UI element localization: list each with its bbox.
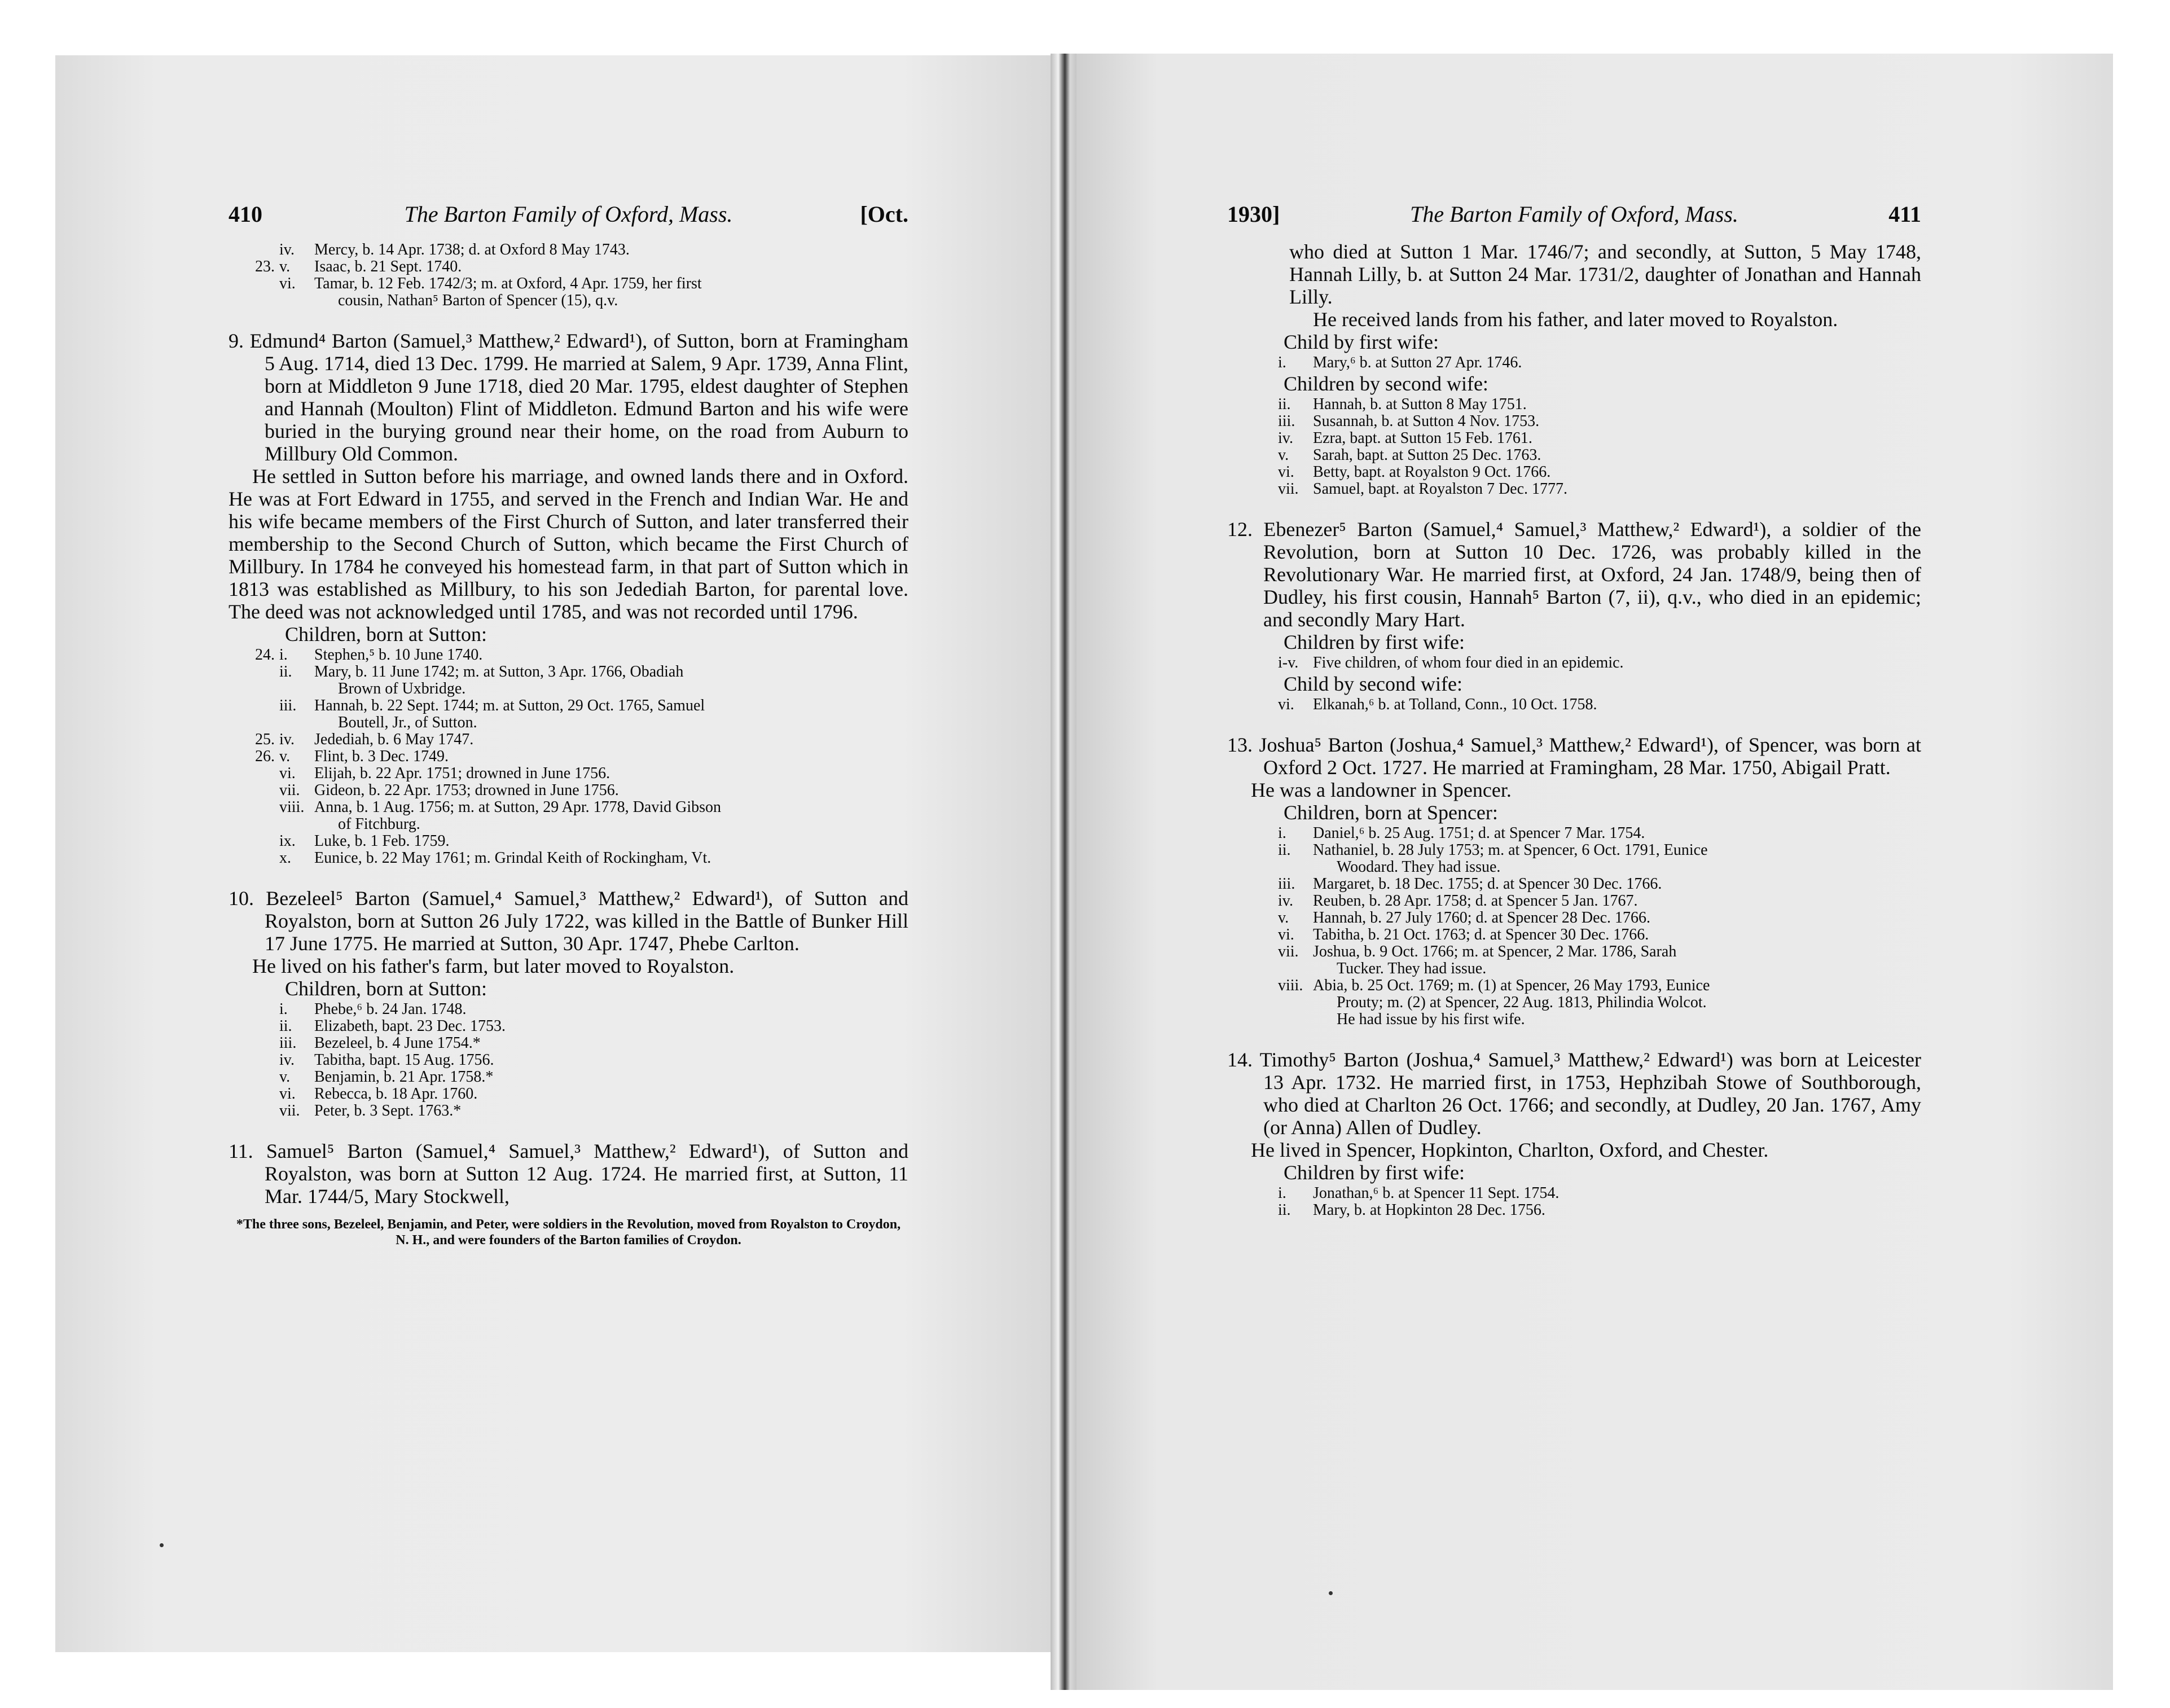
child-entry bbox=[229, 731, 908, 748]
book-spine bbox=[1051, 54, 1077, 1690]
child-entry bbox=[1227, 893, 1921, 910]
child-line: Tamar, b. 12 Feb. 1742/3; m. at Oxford, 4 Apr. 1759, her first bbox=[314, 275, 702, 292]
entry-14-paragraph-2: He lived in Spencer, Hopkinton, Charlton, Oxford, and Chester. bbox=[1251, 1139, 1769, 1161]
entry-14-paragraph: 14. Timothy⁵ Barton (Joshua,⁴ Samuel,³ Matthew,² Edward¹) was born at Leicester 13 Apr. 1732. He married first, in 1753, Hephzibah Stowe of Southborough, who died at Charlton 26 Oct. 1766; and secondly, at Dudley, 20 Jan. 1767, Amy (or Anna) Allen of Dudley. bbox=[1227, 1048, 1921, 1139]
child-entry bbox=[1227, 943, 1921, 977]
left-page-text bbox=[229, 203, 908, 1248]
child-line: Sarah, bapt. at Sutton 25 Dec. 1763. bbox=[1313, 446, 1541, 464]
roman-numeral: iv. bbox=[279, 1051, 295, 1069]
child-line: Jonathan,⁶ b. at Spencer 11 Sept. 1754. bbox=[1313, 1184, 1560, 1202]
child-text bbox=[314, 664, 908, 697]
child-text bbox=[314, 275, 908, 309]
child-text bbox=[314, 242, 908, 258]
roman-numeral: v. bbox=[1278, 446, 1289, 464]
line-number bbox=[229, 1052, 279, 1069]
child-text bbox=[1313, 696, 1921, 713]
child-line: Mercy, b. 14 Apr. 1738; d. at Oxford 8 May 1743. bbox=[314, 241, 630, 258]
child-line: Flint, b. 3 Dec. 1749. bbox=[314, 748, 449, 765]
child-entry bbox=[1227, 354, 1921, 371]
roman-numeral: iii. bbox=[1278, 875, 1295, 893]
children-list bbox=[1227, 655, 1921, 671]
child-line: Daniel,⁶ b. 25 Aug. 1751; d. at Spencer 7 Mar. 1754. bbox=[1313, 824, 1645, 842]
roman-numeral: iii. bbox=[279, 697, 297, 714]
child-text bbox=[314, 782, 908, 799]
child-line: Susannah, b. at Sutton 4 Nov. 1753. bbox=[1313, 412, 1540, 430]
child-entry bbox=[1227, 447, 1921, 464]
line-number bbox=[229, 1103, 279, 1119]
left-running-head bbox=[229, 203, 908, 240]
child-continuation: Prouty; m. (2) at Spencer, 22 Aug. 1813, Philindia Wolcot. bbox=[1337, 994, 1707, 1011]
child-text bbox=[314, 1052, 908, 1069]
child-entry bbox=[1227, 825, 1921, 842]
line-number bbox=[1227, 696, 1278, 713]
roman-numeral: iii. bbox=[279, 1034, 297, 1052]
line-number bbox=[229, 850, 279, 867]
children-heading: Children by second wife: bbox=[1284, 372, 1488, 395]
child-continuation: cousin, Nathan⁵ Barton of Spencer (15), q.v. bbox=[338, 292, 618, 309]
child-line: Eunice, b. 22 May 1761; m. Grindal Keith of Rockingham, Vt. bbox=[314, 849, 711, 867]
child-line: Elijah, b. 22 Apr. 1751; drowned in June 1756. bbox=[314, 765, 610, 782]
child-entry bbox=[229, 1001, 908, 1018]
child-text bbox=[1313, 1185, 1921, 1202]
child-text bbox=[1313, 354, 1921, 371]
child-entry bbox=[1227, 876, 1921, 893]
line-number bbox=[229, 1001, 279, 1018]
child-entry bbox=[229, 1086, 908, 1103]
line-number bbox=[1227, 430, 1278, 447]
roman-numeral: vii. bbox=[1278, 943, 1299, 960]
line-number bbox=[1227, 396, 1278, 413]
line-number bbox=[1227, 910, 1278, 927]
children-list bbox=[229, 647, 908, 867]
child-entry bbox=[229, 664, 908, 697]
child-entry bbox=[1227, 1185, 1921, 1202]
roman-numeral: iv. bbox=[279, 731, 295, 748]
roman-numeral: vi. bbox=[279, 275, 296, 292]
child-line: Mary, b. at Hopkinton 28 Dec. 1756. bbox=[1313, 1201, 1545, 1219]
child-entry bbox=[229, 258, 908, 275]
child-text bbox=[314, 1035, 908, 1052]
child-entry bbox=[1227, 430, 1921, 447]
child-line: Hannah, b. 27 July 1760; d. at Spencer 28 Dec. 1766. bbox=[1313, 909, 1650, 927]
child-text bbox=[314, 697, 908, 731]
line-number bbox=[1227, 447, 1278, 464]
running-title: The Barton Family of Oxford, Mass. bbox=[404, 201, 733, 227]
roman-numeral: vi. bbox=[279, 765, 296, 782]
continuation-paragraph: who died at Sutton 1 Mar. 1746/7; and secondly, at Sutton, 5 May 1748, Hannah Lilly, b. at Sutton 24 Mar. 1731/2, daughter of Jonathan and Hannah Lilly. bbox=[1289, 240, 1921, 308]
child-entry bbox=[229, 799, 908, 833]
line-number bbox=[1227, 413, 1278, 430]
child-line: Benjamin, b. 21 Apr. 1758.* bbox=[314, 1068, 494, 1086]
child-entry bbox=[1227, 910, 1921, 927]
roman-numeral: ii. bbox=[1278, 396, 1291, 413]
line-number bbox=[1227, 943, 1278, 977]
roman-numeral: i-v. bbox=[1278, 654, 1299, 671]
child-text bbox=[314, 748, 908, 765]
child-text bbox=[1313, 655, 1921, 671]
children-heading: Children, born at Sutton: bbox=[285, 623, 487, 646]
entry-9-paragraph: 9. Edmund⁴ Barton (Samuel,³ Matthew,² Edward¹), of Sutton, born at Framingham 5 Aug. 1714, died 13 Dec. 1799. He married at Salem, 9 Apr. 1739, Anna Flint, born at Middleton 9 June 1718, died 20 Mar. 1795, eldest daughter of Stephen and Hannah (Moulton) Flint of Middleton. Edmund Barton and his wife were buried in the burying ground near their home, on the road from Auburn to Millbury Old Common. bbox=[229, 330, 908, 465]
page-number: 411 bbox=[1888, 201, 1921, 227]
child-line: Mary,⁶ b. at Sutton 27 Apr. 1746. bbox=[1313, 354, 1522, 371]
entry-13-paragraph-2: He was a landowner in Spencer. bbox=[1251, 779, 1512, 801]
children-list bbox=[1227, 1185, 1921, 1219]
line-number bbox=[229, 275, 279, 309]
footnote: *The three sons, Bezeleel, Benjamin, and Peter, were soldiers in the Revolution, moved from Royalston to Croydon, N. H., and were founders of the Barton families of Croydon. bbox=[236, 1217, 901, 1248]
child-entry bbox=[1227, 481, 1921, 498]
line-number bbox=[229, 1018, 279, 1035]
child-text bbox=[1313, 1202, 1921, 1219]
line-number bbox=[1227, 977, 1278, 1028]
line-number: 24. bbox=[255, 646, 275, 664]
child-line: Anna, b. 1 Aug. 1756; m. at Sutton, 29 Apr. 1778, David Gibson bbox=[314, 798, 721, 816]
child-entry bbox=[229, 647, 908, 664]
child-line: Rebecca, b. 18 Apr. 1760. bbox=[314, 1085, 478, 1103]
roman-numeral: iv. bbox=[1278, 429, 1293, 447]
child-text bbox=[314, 258, 908, 275]
entry-10-paragraph: 10. Bezeleel⁵ Barton (Samuel,⁴ Samuel,³ Matthew,² Edward¹), of Sutton and Royalston, born at Sutton 26 July 1722, was killed in the Battle of Bunker Hill 17 June 1775. He married at Sutton, 30 Apr. 1747, Phebe Carlton. bbox=[229, 887, 908, 955]
roman-numeral: vi. bbox=[1278, 696, 1294, 713]
children-heading: Child by first wife: bbox=[1284, 331, 1439, 353]
child-text bbox=[1313, 481, 1921, 498]
child-entry bbox=[229, 782, 908, 799]
roman-numeral: v. bbox=[1278, 909, 1289, 927]
child-continuation: He had issue by his first wife. bbox=[1337, 1011, 1525, 1028]
child-entry bbox=[229, 765, 908, 782]
roman-numeral: i. bbox=[279, 1000, 288, 1018]
line-number bbox=[1227, 876, 1278, 893]
children-list bbox=[1227, 354, 1921, 371]
roman-numeral: v. bbox=[279, 748, 291, 765]
page-number: 410 bbox=[229, 201, 262, 227]
child-entry bbox=[229, 850, 908, 867]
child-line: Margaret, b. 18 Dec. 1755; d. at Spencer 30 Dec. 1766. bbox=[1313, 875, 1662, 893]
child-text bbox=[314, 765, 908, 782]
children-list bbox=[1227, 696, 1921, 713]
child-entry bbox=[229, 1069, 908, 1086]
child-entry bbox=[1227, 464, 1921, 481]
roman-numeral: i. bbox=[1278, 354, 1286, 371]
children-heading: Children by first wife: bbox=[1284, 1161, 1465, 1184]
line-number bbox=[1227, 1202, 1278, 1219]
line-number: 25. bbox=[255, 731, 275, 748]
roman-numeral: ii. bbox=[279, 663, 292, 680]
children-heading: Children, born at Sutton: bbox=[285, 977, 487, 1000]
children-heading: Children, born at Spencer: bbox=[1284, 801, 1498, 824]
line-number: 26. bbox=[255, 748, 275, 765]
child-text bbox=[1313, 876, 1921, 893]
children-list bbox=[1227, 825, 1921, 1028]
child-text bbox=[314, 833, 908, 850]
line-number bbox=[1227, 893, 1278, 910]
right-running-head bbox=[1227, 203, 1921, 240]
line-number bbox=[1227, 481, 1278, 498]
children-list bbox=[229, 1001, 908, 1119]
child-text bbox=[1313, 396, 1921, 413]
roman-numeral: x. bbox=[279, 849, 291, 867]
child-entry bbox=[1227, 696, 1921, 713]
child-line: Reuben, b. 28 Apr. 1758; d. at Spencer 5 Jan. 1767. bbox=[1313, 892, 1638, 910]
child-entry bbox=[229, 748, 908, 765]
child-line: Betty, bapt. at Royalston 9 Oct. 1766. bbox=[1313, 463, 1551, 481]
child-entry bbox=[229, 275, 908, 309]
child-entry bbox=[1227, 413, 1921, 430]
line-number bbox=[1227, 842, 1278, 876]
child-entry bbox=[229, 242, 908, 258]
roman-numeral: vi. bbox=[279, 1085, 296, 1103]
child-text bbox=[1313, 927, 1921, 943]
right-page-text bbox=[1227, 203, 1921, 1220]
child-entry bbox=[229, 833, 908, 850]
child-text bbox=[1313, 910, 1921, 927]
child-line: Luke, b. 1 Feb. 1759. bbox=[314, 832, 450, 850]
roman-numeral: ii. bbox=[1278, 1201, 1291, 1219]
roman-numeral: vii. bbox=[1278, 480, 1299, 498]
child-line: Peter, b. 3 Sept. 1763.* bbox=[314, 1102, 462, 1119]
child-entry bbox=[229, 1018, 908, 1035]
child-entry bbox=[229, 1035, 908, 1052]
line-number: 23. bbox=[255, 258, 275, 275]
children-list bbox=[229, 242, 908, 309]
line-number bbox=[1227, 354, 1278, 371]
line-number bbox=[1227, 927, 1278, 943]
roman-numeral: vi. bbox=[1278, 463, 1294, 481]
child-line: Elkanah,⁶ b. at Tolland, Conn., 10 Oct. 1758. bbox=[1313, 696, 1597, 713]
roman-numeral: i. bbox=[279, 646, 288, 664]
child-line: Nathaniel, b. 28 July 1753; m. at Spencer, 6 Oct. 1791, Eunice bbox=[1313, 841, 1708, 859]
month-label: [Oct. bbox=[860, 201, 908, 227]
roman-numeral: i. bbox=[1278, 824, 1286, 842]
continuation-paragraph-2: He received lands from his father, and later moved to Royalston. bbox=[1313, 308, 1838, 331]
child-text bbox=[314, 1086, 908, 1103]
child-text bbox=[1313, 943, 1921, 977]
roman-numeral: iv. bbox=[279, 241, 295, 258]
roman-numeral: v. bbox=[279, 258, 291, 275]
line-number bbox=[1227, 1185, 1278, 1202]
child-entry bbox=[1227, 977, 1921, 1028]
roman-numeral: i. bbox=[1278, 1184, 1286, 1202]
line-number bbox=[1227, 655, 1278, 671]
child-text bbox=[314, 1018, 908, 1035]
line-number bbox=[229, 1069, 279, 1086]
roman-numeral: viii. bbox=[1278, 977, 1303, 994]
roman-numeral: iv. bbox=[1278, 892, 1293, 910]
child-text bbox=[1313, 842, 1921, 876]
child-line: Bezeleel, b. 4 June 1754.* bbox=[314, 1034, 481, 1052]
year-label: 1930] bbox=[1227, 201, 1280, 227]
child-line: Hannah, b. at Sutton 8 May 1751. bbox=[1313, 396, 1527, 413]
child-entry bbox=[229, 697, 908, 731]
roman-numeral: viii. bbox=[279, 798, 305, 816]
child-line: Tabitha, b. 21 Oct. 1763; d. at Spencer 30 Dec. 1766. bbox=[1313, 926, 1649, 943]
child-entry bbox=[1227, 1202, 1921, 1219]
child-text bbox=[314, 647, 908, 664]
roman-numeral: iii. bbox=[1278, 412, 1295, 430]
child-text bbox=[1313, 893, 1921, 910]
child-continuation: Woodard. They had issue. bbox=[1337, 858, 1501, 876]
line-number bbox=[229, 765, 279, 782]
child-entry bbox=[1227, 927, 1921, 943]
line-number bbox=[229, 799, 279, 833]
line-number bbox=[229, 1086, 279, 1103]
child-text bbox=[1313, 430, 1921, 447]
child-entry bbox=[1227, 842, 1921, 876]
line-number bbox=[229, 697, 279, 731]
child-continuation: of Fitchburg. bbox=[338, 815, 420, 833]
child-line: Jedediah, b. 6 May 1747. bbox=[314, 731, 474, 748]
child-line: Tabitha, bapt. 15 Aug. 1756. bbox=[314, 1051, 494, 1069]
child-line: Elizabeth, bapt. 23 Dec. 1753. bbox=[314, 1017, 506, 1035]
roman-numeral: vii. bbox=[279, 1102, 300, 1119]
child-text bbox=[314, 731, 908, 748]
child-text bbox=[314, 799, 908, 833]
child-text bbox=[1313, 977, 1921, 1028]
child-line: Hannah, b. 22 Sept. 1744; m. at Sutton, 29 Oct. 1765, Samuel bbox=[314, 697, 705, 714]
speck bbox=[160, 1543, 164, 1547]
child-text bbox=[1313, 447, 1921, 464]
roman-numeral: vii. bbox=[279, 781, 300, 799]
child-line: Isaac, b. 21 Sept. 1740. bbox=[314, 258, 462, 275]
line-number bbox=[1227, 825, 1278, 842]
child-continuation: Boutell, Jr., of Sutton. bbox=[338, 714, 477, 731]
child-entry bbox=[229, 1103, 908, 1119]
entry-11-paragraph: 11. Samuel⁵ Barton (Samuel,⁴ Samuel,³ Matthew,² Edward¹), of Sutton and Royalston, was born at Sutton 12 Aug. 1724. He married first, at Sutton, 11 Mar. 1744/5, Mary Stockwell, bbox=[229, 1140, 908, 1208]
roman-numeral: ii. bbox=[279, 1017, 292, 1035]
line-number bbox=[229, 782, 279, 799]
child-continuation: Brown of Uxbridge. bbox=[338, 680, 466, 697]
child-entry bbox=[1227, 396, 1921, 413]
speck bbox=[1329, 1591, 1333, 1595]
child-line: Abia, b. 25 Oct. 1769; m. (1) at Spencer, 26 May 1793, Eunice bbox=[1313, 977, 1710, 994]
line-number bbox=[229, 664, 279, 697]
running-title: The Barton Family of Oxford, Mass. bbox=[1410, 201, 1738, 227]
child-line: Mary, b. 11 June 1742; m. at Sutton, 3 Apr. 1766, Obadiah bbox=[314, 663, 684, 680]
child-line: Phebe,⁶ b. 24 Jan. 1748. bbox=[314, 1000, 467, 1018]
child-line: Samuel, bapt. at Royalston 7 Dec. 1777. bbox=[1313, 480, 1568, 498]
child-text bbox=[314, 850, 908, 867]
children-list bbox=[1227, 396, 1921, 498]
entry-13-paragraph: 13. Joshua⁵ Barton (Joshua,⁴ Samuel,³ Matthew,² Edward¹), of Spencer, was born at Oxford 2 Oct. 1727. He married at Framingham, 28 Mar. 1750, Abigail Pratt. bbox=[1227, 734, 1921, 779]
entry-10-paragraph-2: He lived on his father's farm, but later moved to Royalston. bbox=[252, 955, 735, 977]
line-number bbox=[1227, 464, 1278, 481]
child-line: Stephen,⁵ b. 10 June 1740. bbox=[314, 646, 483, 664]
entry-12-paragraph: 12. Ebenezer⁵ Barton (Samuel,⁴ Samuel,³ Matthew,² Edward¹), a soldier of the Revolution, born at Sutton 10 Dec. 1726, was probably killed in the Revolutionary War. He married first, at Oxford, 24 Jan. 1748/9, being then of Dudley, his first cousin, Hannah⁵ Barton (7, ii), q.v., who died in an epidemic; and secondly Mary Hart. bbox=[1227, 518, 1921, 631]
child-text bbox=[314, 1103, 908, 1119]
child-continuation: Tucker. They had issue. bbox=[1337, 960, 1487, 977]
children-heading: Children by first wife: bbox=[1284, 631, 1465, 653]
child-entry bbox=[1227, 655, 1921, 671]
child-entry bbox=[229, 1052, 908, 1069]
child-line: Gideon, b. 22 Apr. 1753; drowned in June 1756. bbox=[314, 781, 619, 799]
children-heading: Child by second wife: bbox=[1284, 673, 1462, 695]
child-text bbox=[1313, 825, 1921, 842]
roman-numeral: vi. bbox=[1278, 926, 1294, 943]
roman-numeral: v. bbox=[279, 1068, 291, 1086]
line-number bbox=[229, 833, 279, 850]
line-number bbox=[229, 1035, 279, 1052]
child-line: Five children, of whom four died in an epidemic. bbox=[1313, 654, 1624, 671]
roman-numeral: ii. bbox=[1278, 841, 1291, 859]
entry-9-paragraph-2: He settled in Sutton before his marriage, and owned lands there and in Oxford. He was at Fort Edward in 1755, and served in the French and Indian War. He and his wife became members of the First Church of Sutton, and later transferred their membership to the Second Church of Sutton, which became the First Church of Millbury. In 1784 he conveyed his homestead farm, in that part of Sutton which in 1813 was established as Millbury, to his son Jedediah Barton, for parental love. The deed was not acknowledged until 1785, and was not recorded until 1796. bbox=[229, 465, 908, 623]
child-text bbox=[1313, 464, 1921, 481]
child-text bbox=[1313, 413, 1921, 430]
child-line: Joshua, b. 9 Oct. 1766; m. at Spencer, 2 Mar. 1786, Sarah bbox=[1313, 943, 1677, 960]
line-number bbox=[229, 242, 279, 258]
child-line: Ezra, bapt. at Sutton 15 Feb. 1761. bbox=[1313, 429, 1532, 447]
roman-numeral: ix. bbox=[279, 832, 296, 850]
child-text bbox=[314, 1001, 908, 1018]
child-text bbox=[314, 1069, 908, 1086]
